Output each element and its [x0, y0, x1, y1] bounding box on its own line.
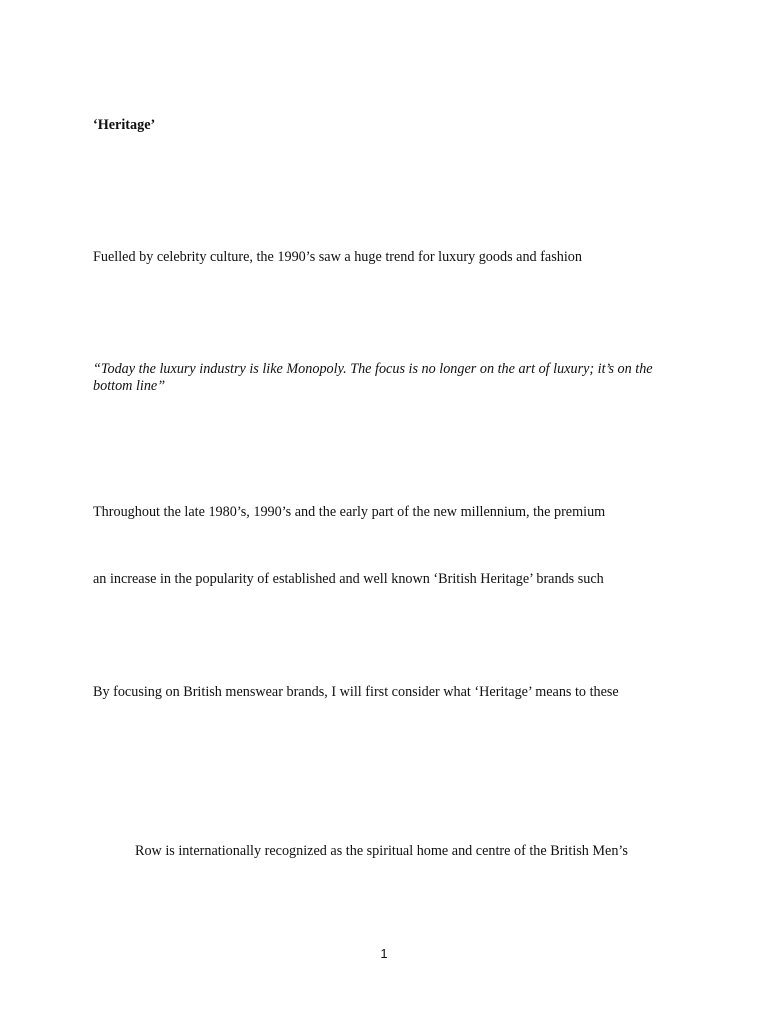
block-quote: “Today the luxury industry is like Monopoly. The focus is no longer on the art of luxury; it’s on the bottom line” — [93, 361, 653, 394]
body-line-british-heritage: an increase in the popularity of established and well known ‘British Heritage’ brands such — [93, 571, 604, 587]
body-line-celebrity-culture: Fuelled by celebrity culture, the 1990’s saw a huge trend for luxury goods and fashion — [93, 249, 582, 265]
body-line-late-1980s: Throughout the late 1980’s, 1990’s and the early part of the new millennium, the premium — [93, 504, 606, 520]
page-number: 1 — [380, 946, 388, 961]
body-line-row-spiritual-home: Row is internationally recognized as the spiritual home and centre of the British Men’s — [135, 843, 628, 859]
document-heading: ‘Heritage’ — [93, 117, 156, 133]
body-line-menswear-brands: By focusing on British menswear brands, I will first consider what ‘Heritage’ means to these — [93, 684, 619, 700]
